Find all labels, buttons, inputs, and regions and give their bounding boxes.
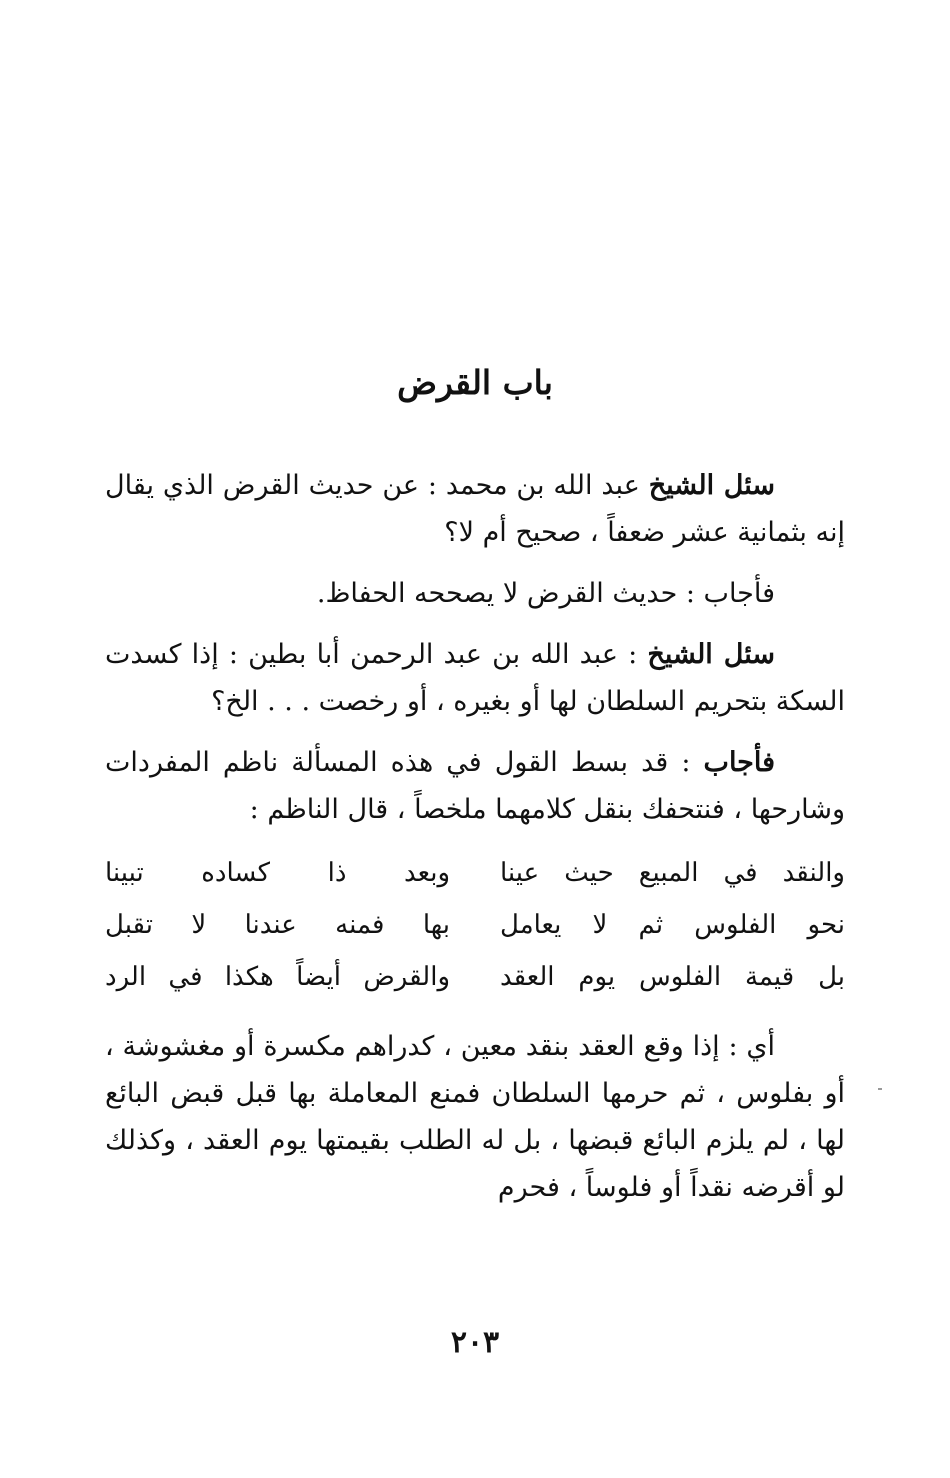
verse-second-hemistich: بها فمنه عندنا لا تقبل [105, 910, 450, 940]
page-number: ٢٠٣ [450, 1325, 500, 1360]
question-paragraph-2 [105, 631, 845, 725]
verse-first-hemistich: بل قيمة الفلوس يوم العقد [500, 962, 845, 992]
poem-verse [105, 951, 845, 1003]
margin-mark [878, 1088, 882, 1090]
verse-first-hemistich: نحو الفلوس ثم لا يعامل [500, 910, 845, 940]
question-paragraph-1 [105, 462, 845, 556]
verse-first-hemistich: والنقد في المبيع حيث عينا [500, 858, 845, 888]
chapter-title: باب القرض [397, 363, 553, 402]
verse-second-hemistich: والقرض أيضاً هكذا في الرد [105, 962, 450, 992]
body-text [105, 462, 845, 1225]
verse-second-hemistich: وبعد ذا كساده تبينا [105, 858, 450, 888]
question-text-2: : عبد الله بن عبد الرحمن أبا بطين : إذا كسدت السكة بتحريم السلطان لها أو بغيره ، أو رخصت . . . الخ؟ [105, 639, 845, 717]
explanation-paragraph: أي : إذا وقع العقد بنقد معين ، كدراهم مكسرة أو مغشوشة ، أو بفلوس ، ثم حرمها السلطان فمنع المعاملة بها قبل قبض البائع لها ، لم يلزم البائع قبضها ، بل له الطلب بقيمتها يوم العقد ، وكذلك لو أقرضه نقداً أو فلوساً ، فحرم [105, 1031, 845, 1203]
poem-verse [105, 899, 845, 951]
poem [105, 847, 845, 1003]
answer-lead-2: فأجاب [703, 747, 775, 778]
answer-paragraph-1: فأجاب : حديث القرض لا يصححه الحفاظ. [316, 578, 775, 609]
poem-verse [105, 847, 845, 899]
question-text-1: عبد الله بن محمد : عن حديث القرض الذي يقال إنه بثمانية عشر ضعفاً ، صحيح أم لا؟ [105, 470, 845, 548]
answer-text-2: : قد بسط القول في هذه المسألة ناظم المفردات وشارحها ، فنتحفك بنقل كلامهما ملخصاً ، قال الناظم : [105, 747, 845, 825]
answer-paragraph-2 [105, 739, 845, 833]
question-lead-2: سئل الشيخ [647, 639, 775, 670]
document-page [105, 0, 845, 1478]
question-lead-1: سئل الشيخ [648, 470, 776, 501]
